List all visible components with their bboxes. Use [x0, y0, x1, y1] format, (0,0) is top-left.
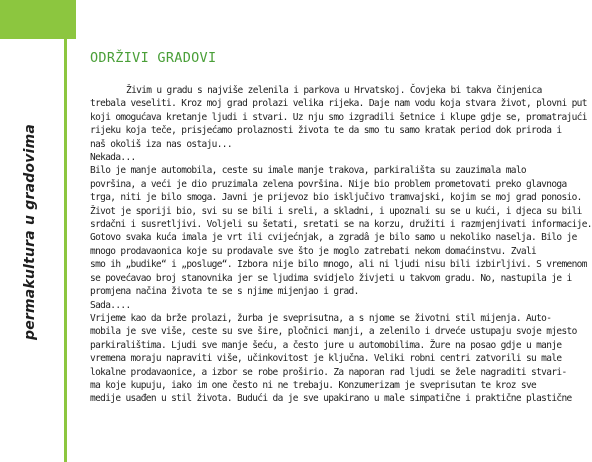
- text-line: mnogo prodavaonica koje su prodavale sve što je moglo zatrebati nekom domaćinstvu. Zvali: [90, 245, 537, 257]
- text-line: rijeku koja teče, prisjećamo prolaznosti života te da smo tu samo kratak period dok priroda i: [90, 125, 562, 137]
- text-line: parkiralištima. Ljudi sve manje šeću, a često jure u automobilima. Žure na posao gdje u manje: [90, 339, 562, 351]
- text-line: Nekada...: [90, 152, 136, 164]
- text-line: trga, niti je bilo smoga. Javni je prijevoz bio isključivo tramvajski, kojim se moj grad ponosio.: [90, 192, 582, 204]
- text-line: naš okoliš iza nas ostaju...: [90, 138, 232, 150]
- text-line: promjena načina života te se s njime mijenjao i grad.: [90, 286, 359, 298]
- text-line: Život je sporiji bio, svi su se bili i sreli, a skladni, i upoznali su se u kući, i djeca su bili: [90, 205, 582, 217]
- section-title-vertical: permakultura u gradovima: [22, 123, 38, 341]
- text-line: Vrijeme kao da brže prolazi, žurba je sveprisutna, a s njome se životni stil mijenja. Auto-: [90, 312, 552, 324]
- text-line: mobila je sve više, ceste su sve šire, pločnici manji, a zelenilo i drveće ustupaju svoje mjesto: [90, 326, 577, 338]
- side-rule: [64, 26, 67, 462]
- text-line: površina, a veći je dio pruzimala zelena površina. Nije bio problem prometovati preko glavnoga: [90, 178, 567, 190]
- text-line: Živim u gradu s najviše zelenila i parkova u Hrvatskoj. Čovjeka bi takva činjenica: [126, 85, 542, 96]
- text-line: vremena moraju napraviti više, učinkovitost je ključna. Veliki robni centri zatvorili su male: [90, 353, 562, 365]
- text-line: koji omogućava kretanje ljudi i stvari. Uz nju smo izgradili šetnice i klupe gdje se, promatrajući: [90, 111, 587, 123]
- text-line: srdačni i susretljivi. Voljeli su šetati, sretati se na korzu, družiti i razmjenjivati informacije.: [90, 219, 592, 231]
- article-title: ODRŽIVI GRADOVI: [90, 50, 217, 66]
- text-line: Gotovo svaka kuća imala je vrt ili cvijećnjak, a zgradâ je bilo samo u nekoliko naselja. Bilo je: [90, 232, 577, 244]
- text-line: lokalne prodavaonice, a izbor se robe proširio. Za naporan rad ljudi se žele nagraditi stvari-: [90, 366, 567, 378]
- text-line: medije usađen u stil života. Budući da je sve upakirano u male simpatične i praktične plastične: [90, 393, 572, 405]
- text-line: ma koje kupuju, iako im one često ni ne trebaju. Konzumerizam je sveprisutan te kroz sve: [90, 379, 537, 391]
- text-line: trebala veseliti. Kroz moj grad prolazi velika rijeka. Daje nam vodu koja stvara život, plovni put: [90, 98, 587, 110]
- text-line: se povećavao broj stanovnika jer se ljudima svidjelo živjeti u takvom gradu. No, nastupila je i: [90, 272, 572, 284]
- text-line: Bilo je manje automobila, ceste su imale manje trakova, parkirališta su zauzimala malo: [90, 165, 526, 177]
- article-body: [90, 84, 592, 406]
- text-line: smo ih „budike“ i „posluge“. Izbora nije bilo mnogo, ali ni ljudi nisu bili izbirljivi. S vremenom: [90, 259, 587, 271]
- text-line: Sada....: [90, 299, 131, 311]
